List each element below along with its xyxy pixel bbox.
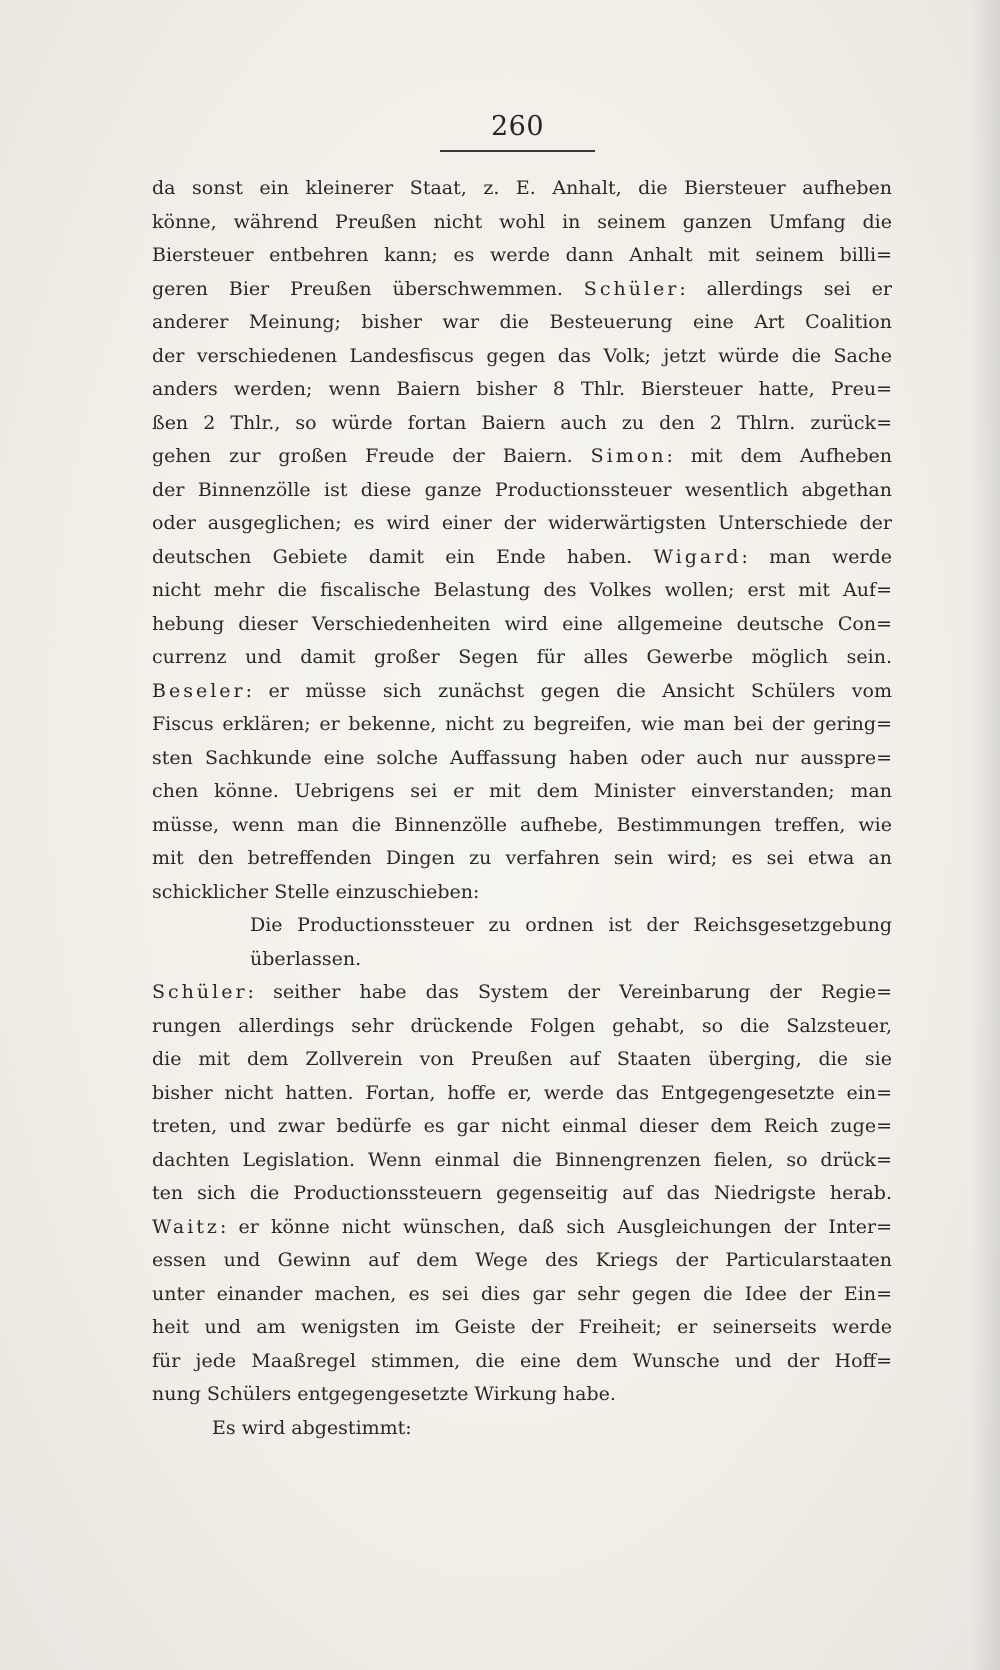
text-line xyxy=(152,1177,892,1211)
line-text: Biersteuer entbehren kann; es werde dann Anhalt mit seinem billi= xyxy=(152,244,892,266)
header-rule xyxy=(440,150,595,152)
line-text-after-speaker: : seither habe das System der Vereinbarung der Regie= xyxy=(247,981,892,1003)
text-line xyxy=(152,708,892,742)
text-line xyxy=(152,373,892,407)
text-line xyxy=(152,340,892,374)
text-line xyxy=(152,1077,892,1111)
text-line xyxy=(152,1311,892,1345)
text-line xyxy=(152,541,892,575)
line-text-after-speaker: : man werde xyxy=(741,545,892,568)
page-number: 260 xyxy=(490,111,545,142)
line-text: Fiscus erklären; er bekenne, nicht zu begreifen, wie man bei der gering= xyxy=(152,713,892,735)
speaker-name: Waitz xyxy=(152,1215,220,1238)
line-text: die mit dem Zollverein von Preußen auf Staaten überging, die sie xyxy=(152,1048,892,1070)
text-line xyxy=(152,574,892,608)
line-text: bisher nicht hatten. Fortan, hoffe er, werde das Entgegengesetzte ein= xyxy=(152,1081,892,1104)
text-line xyxy=(152,507,892,541)
text-line xyxy=(152,1144,892,1178)
line-text: nung Schülers entgegengesetzte Wirkung habe. xyxy=(152,1383,616,1405)
text-line xyxy=(152,1345,892,1379)
line-text: der Binnenzölle ist diese ganze Productionssteuer wesentlich abgethan xyxy=(152,478,892,501)
text-line xyxy=(152,1244,892,1278)
line-text: essen und Gewinn auf dem Wege des Kriegs der Particularstaaten xyxy=(152,1249,892,1271)
line-text: könne, während Preußen nicht wohl in seinem ganzen Umfang die xyxy=(152,210,892,233)
line-text: nicht mehr die fiscalische Belastung des Volkes wollen; erst mit Auf= xyxy=(152,579,892,601)
line-text-after-speaker: : mit dem Aufheben xyxy=(666,445,892,467)
line-text-after-speaker: : allerdings sei er xyxy=(679,277,892,300)
speaker-name: Schüler xyxy=(152,981,248,1003)
text-line xyxy=(152,239,892,273)
line-text: müsse, wenn man die Binnenzölle aufhebe, Bestimmungen treffen, wie xyxy=(152,813,892,836)
line-text: rungen allerdings sehr drückende Folgen gehabt, so die Salzsteuer, xyxy=(152,1014,892,1037)
text-line xyxy=(152,1278,892,1312)
line-text: ten sich die Productionssteuern gegenseitig auf das Niedrigste herab. xyxy=(152,1182,892,1204)
text-line xyxy=(152,440,892,474)
speaker-name: Simon xyxy=(590,445,667,467)
text-line xyxy=(152,206,892,240)
line-text: da sonst ein kleinerer Staat, z. E. Anhalt, die Biersteuer aufheben xyxy=(152,177,892,199)
line-text: unter einander machen, es sei dies gar sehr gegen die Idee der Ein= xyxy=(152,1282,892,1305)
line-text: gehen zur großen Freude der Baiern. xyxy=(152,445,591,467)
text-line xyxy=(152,1010,892,1044)
line-text: schicklicher Stelle einzuschieben: xyxy=(152,880,480,903)
text-line xyxy=(152,1211,892,1245)
line-text: heit und am wenigsten im Geiste der Freiheit; er seinerseits werde xyxy=(152,1316,892,1338)
line-text: der verschiedenen Landesfiscus gegen das Volk; jetzt würde die Sache xyxy=(152,344,892,367)
line-text: anders werden; wenn Baiern bisher 8 Thlr. Biersteuer hatte, Preu= xyxy=(152,378,892,400)
line-text: chen könne. Uebrigens sei er mit dem Minister einverstanden; man xyxy=(152,780,892,802)
line-text: für jede Maaßregel stimmen, die eine dem Wunsche und der Hoff= xyxy=(152,1349,892,1372)
text-line xyxy=(152,976,892,1010)
line-text-after-speaker: : er müsse sich zunächst gegen die Ansicht Schülers vom xyxy=(245,679,892,702)
text-line xyxy=(152,1043,892,1077)
line-text: anderer Meinung; bisher war die Besteuerung eine Art Coalition xyxy=(152,311,892,333)
speaker-name: Wigard xyxy=(653,545,742,568)
line-text: mit den betreffenden Dingen zu verfahren sein wird; es sei etwa an xyxy=(152,847,892,869)
line-text: ßen 2 Thlr., so würde fortan Baiern auch zu den 2 Thlrn. zurück= xyxy=(152,411,892,434)
text-line xyxy=(152,675,892,709)
speaker-name: Beseler xyxy=(152,679,246,702)
line-text: geren Bier Preußen überschwemmen. xyxy=(152,277,584,300)
text-line xyxy=(152,1412,892,1446)
text-line xyxy=(152,842,892,876)
text-line xyxy=(152,742,892,776)
line-text: Die Productionssteuer zu ordnen ist der Reichsgesetzgebung xyxy=(250,914,892,936)
line-text: treten, und zwar bedürfe es gar nicht einmal dieser dem Reich zuge= xyxy=(152,1115,892,1137)
text-line xyxy=(152,273,892,307)
line-text: dachten Legislation. Wenn einmal die Binnengrenzen fielen, so drück= xyxy=(152,1148,892,1171)
text-line xyxy=(152,1110,892,1144)
text-line xyxy=(152,407,892,441)
text-line xyxy=(152,608,892,642)
text-line xyxy=(152,172,892,206)
text-line xyxy=(152,943,892,977)
text-line xyxy=(152,474,892,508)
text-line xyxy=(152,1378,892,1412)
speaker-name: Schüler xyxy=(583,277,680,300)
text-line xyxy=(152,876,892,910)
text-line xyxy=(152,809,892,843)
text-line xyxy=(152,306,892,340)
page-header xyxy=(440,110,595,152)
text-line xyxy=(152,775,892,809)
line-text-after-speaker: : er könne nicht wünschen, daß sich Ausgleichungen der Inter= xyxy=(219,1215,892,1238)
line-text: überlassen. xyxy=(250,947,362,970)
line-text: sten Sachkunde eine solche Auffassung haben oder auch nur ausspre= xyxy=(152,746,892,769)
line-text: deutschen Gebiete damit ein Ende haben. xyxy=(152,545,654,568)
line-text: hebung dieser Verschiedenheiten wird eine allgemeine deutsche Con= xyxy=(152,612,892,635)
text-line xyxy=(152,909,892,943)
line-text: Es wird abgestimmt: xyxy=(212,1416,412,1439)
page-edge-shadow xyxy=(970,0,1000,1670)
body-text xyxy=(152,172,892,1445)
line-text: oder ausgeglichen; es wird einer der widerwärtigsten Unterschiede der xyxy=(152,512,892,534)
text-line xyxy=(152,641,892,675)
line-text: currenz und damit großer Segen für alles Gewerbe möglich sein. xyxy=(152,646,892,668)
